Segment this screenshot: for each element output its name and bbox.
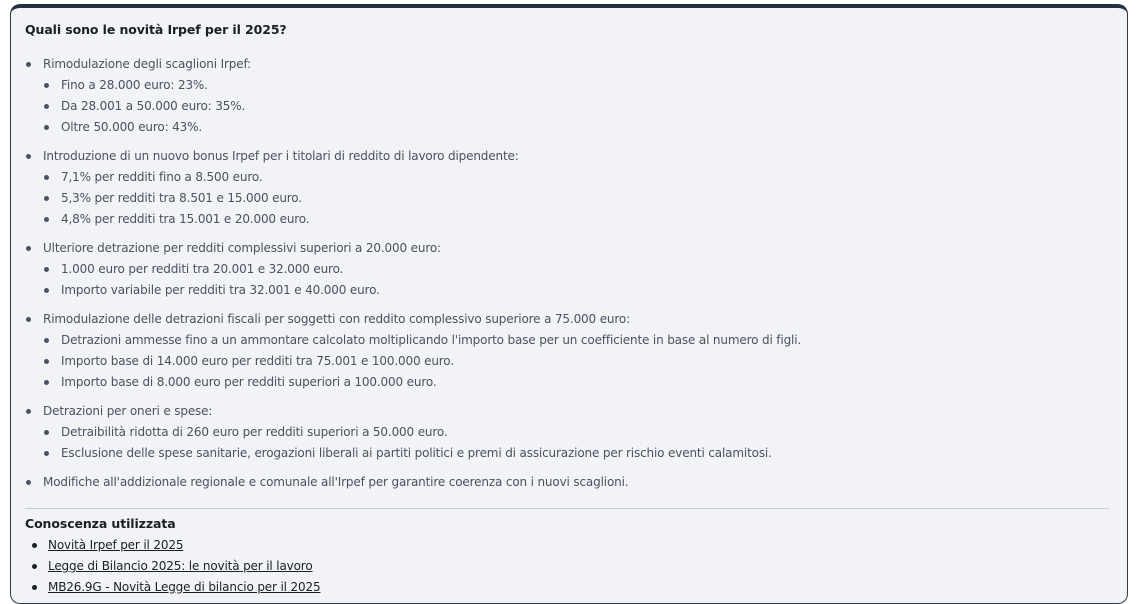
section-label-text: Rimodulazione degli scaglioni Irpef: — [43, 57, 251, 71]
knowledge-link-item — [25, 535, 320, 556]
answer-panel — [10, 4, 1128, 604]
section-label — [25, 472, 1117, 493]
bullet-icon — [26, 317, 31, 322]
main-list — [25, 54, 1117, 493]
list-item — [25, 309, 1117, 393]
sub-list-item — [25, 280, 1117, 301]
bullet-icon — [44, 267, 49, 272]
knowledge-title: Conoscenza utilizzata — [25, 516, 176, 531]
sub-list — [25, 259, 1117, 301]
section-label-text: Modifiche all'addizionale regionale e comunale all'Irpef per garantire coerenza con i nuovi scaglioni. — [43, 475, 629, 489]
bullet-icon — [44, 359, 49, 364]
bullet-icon — [32, 543, 37, 548]
bullet-icon — [44, 338, 49, 343]
section-label — [25, 309, 1117, 330]
sub-list-item — [25, 259, 1117, 280]
knowledge-link[interactable]: Legge di Bilancio 2025: le novità per il lavoro — [48, 559, 313, 573]
section-label-text: Detrazioni per oneri e spese: — [43, 404, 213, 418]
knowledge-link[interactable]: MB26.9G - Novità Legge di bilancio per il 2025 — [48, 580, 321, 594]
bullet-icon — [26, 246, 31, 251]
list-item — [25, 238, 1117, 301]
answer-content — [25, 22, 1117, 594]
sub-list-item — [25, 75, 1117, 96]
sub-list-item — [25, 422, 1117, 443]
bullet-icon — [26, 409, 31, 414]
bullet-icon — [26, 154, 31, 159]
bullet-icon — [44, 83, 49, 88]
sub-list-item — [25, 188, 1117, 209]
list-item — [25, 54, 1117, 138]
sub-list-item — [25, 372, 1117, 393]
section-label — [25, 54, 1117, 75]
sub-item-text: Esclusione delle spese sanitarie, erogazioni liberali ai partiti politici e premi di assicurazione per rischio eventi calamitosi. — [61, 446, 772, 460]
section-label — [25, 401, 1117, 422]
knowledge-links — [25, 535, 320, 598]
bullet-icon — [44, 451, 49, 456]
list-item — [25, 401, 1117, 464]
sub-list-item — [25, 209, 1117, 230]
sub-item-text: Oltre 50.000 euro: 43%. — [61, 120, 203, 134]
sub-list-item — [25, 167, 1117, 188]
bullet-icon — [44, 196, 49, 201]
bullet-icon — [26, 62, 31, 67]
sub-list-item — [25, 351, 1117, 372]
knowledge-link[interactable]: Novità Irpef per il 2025 — [48, 538, 184, 552]
list-item — [25, 472, 1117, 493]
sub-item-text: 4,8% per redditi tra 15.001 e 20.000 euro. — [61, 212, 310, 226]
sub-list-item — [25, 443, 1117, 464]
bullet-icon — [44, 430, 49, 435]
sub-list — [25, 330, 1117, 393]
bullet-icon — [44, 380, 49, 385]
sub-item-text: 1.000 euro per redditi tra 20.001 e 32.000 euro. — [61, 262, 344, 276]
sub-list-item — [25, 330, 1117, 351]
sub-item-text: Detraibilità ridotta di 260 euro per redditi superiori a 50.000 euro. — [61, 425, 448, 439]
knowledge-link-item — [25, 556, 320, 577]
section-label-text: Introduzione di un nuovo bonus Irpef per i titolari di reddito di lavoro dipendente: — [43, 149, 519, 163]
sub-list-item — [25, 96, 1117, 117]
sub-list — [25, 75, 1117, 138]
section-label-text: Ulteriore detrazione per redditi complessivi superiori a 20.000 euro: — [43, 241, 441, 255]
bullet-icon — [32, 564, 37, 569]
sub-item-text: 5,3% per redditi tra 8.501 e 15.000 euro. — [61, 191, 302, 205]
bullet-icon — [44, 125, 49, 130]
list-item — [25, 146, 1117, 230]
sub-list-item — [25, 117, 1117, 138]
section-label — [25, 146, 1117, 167]
bullet-icon — [44, 104, 49, 109]
divider — [25, 508, 1109, 509]
bullet-icon — [44, 217, 49, 222]
knowledge-link-item — [25, 577, 320, 598]
sub-item-text: Importo base di 14.000 euro per redditi tra 75.001 e 100.000 euro. — [61, 354, 454, 368]
bullet-icon — [44, 288, 49, 293]
sub-item-text: Fino a 28.000 euro: 23%. — [61, 78, 208, 92]
sub-item-text: Importo variabile per redditi tra 32.001 e 40.000 euro. — [61, 283, 380, 297]
bullet-icon — [26, 480, 31, 485]
sub-list — [25, 167, 1117, 230]
sub-item-text: Detrazioni ammesse fino a un ammontare calcolato moltiplicando l'importo base per un coefficiente in base al numero di figli. — [61, 333, 802, 347]
section-label-text: Rimodulazione delle detrazioni fiscali per soggetti con reddito complessivo superiore a 75.000 euro: — [43, 312, 630, 326]
section-label — [25, 238, 1117, 259]
answer-title: Quali sono le novità Irpef per il 2025? — [25, 22, 287, 37]
sub-item-text: 7,1% per redditi fino a 8.500 euro. — [61, 170, 263, 184]
sub-list — [25, 422, 1117, 464]
sub-item-text: Da 28.001 a 50.000 euro: 35%. — [61, 99, 246, 113]
bullet-icon — [44, 175, 49, 180]
sub-item-text: Importo base di 8.000 euro per redditi superiori a 100.000 euro. — [61, 375, 437, 389]
